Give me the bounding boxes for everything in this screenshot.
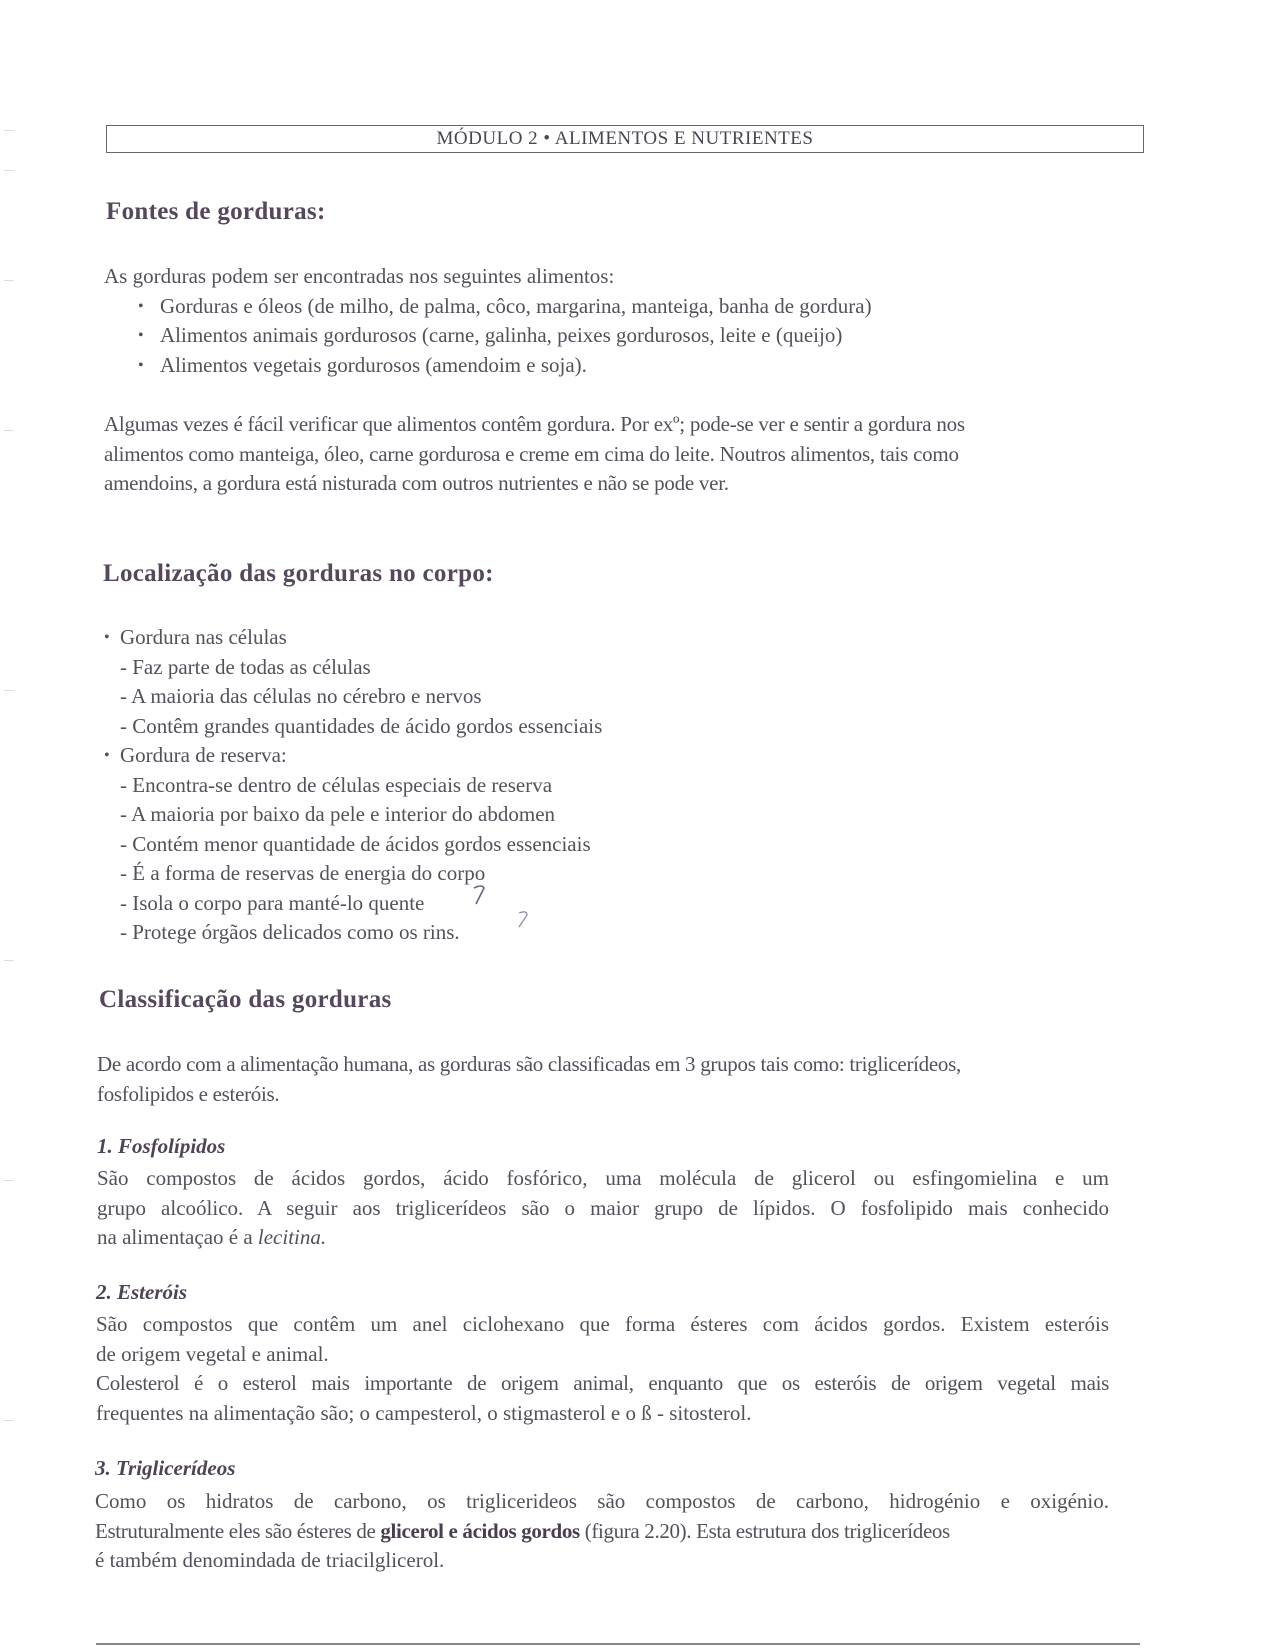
scan-mark bbox=[4, 1180, 14, 1181]
subheading-trigliceridos: 3. Triglicerídeos bbox=[95, 1456, 236, 1480]
list-item: - A maioria das células no cérebro e nervos bbox=[120, 684, 482, 708]
group-label-celulas: • Gordura nas células bbox=[98, 623, 602, 653]
section-heading-fontes: Fontes de gorduras: bbox=[106, 198, 326, 225]
paragraph-line: alimentos como manteiga, óleo, carne gordurosa e creme em cima do leite. Noutros alimentos, tais como bbox=[104, 441, 959, 466]
list-item: - Protege órgãos delicados como os rins. bbox=[120, 920, 460, 944]
scan-mark bbox=[4, 1420, 14, 1421]
paragraph-line: frequentes na alimentação são; o campesterol, o stigmasterol e o ß - sitosterol. bbox=[96, 1400, 752, 1425]
list-item: - A maioria por baixo da pele e interior do abdomen bbox=[120, 802, 556, 826]
subheading-fosfolipidos: 1. Fosfolípidos bbox=[97, 1134, 226, 1158]
list-item: • Alimentos animais gordurosos (carne, galinha, peixes gordurosos, leite e (queijo) bbox=[132, 321, 872, 351]
glicerol-term: glicerol e ácidos gordos bbox=[380, 1518, 580, 1543]
fosfolipidos-text bbox=[97, 1164, 1109, 1253]
section-heading-localizacao: Localização das gorduras no corpo: bbox=[103, 560, 494, 587]
paragraph-line: São compostos que contêm um anel ciclohexano que forma ésteres com ácidos gordos. Existem esteróis bbox=[96, 1312, 1109, 1336]
group-label-reserva: • Gordura de reserva: bbox=[98, 741, 602, 771]
localizacao-list bbox=[98, 623, 602, 948]
scan-mark bbox=[4, 130, 14, 131]
trigliceridos-text bbox=[95, 1487, 1109, 1576]
paragraph-line: Colesterol é o esterol mais importante de origem animal, enquanto que os esteróis de origem vegetal mais bbox=[96, 1371, 1109, 1395]
paragraph-line: fosfolipidos e esteróis. bbox=[97, 1081, 280, 1106]
paragraph-line bbox=[95, 1517, 1109, 1547]
text-span: na alimentaçao é a bbox=[97, 1225, 258, 1249]
fontes-list bbox=[104, 262, 872, 380]
text-span: Estruturalmente eles são ésteres de bbox=[95, 1518, 381, 1543]
paragraph-line: De acordo com a alimentação humana, as gorduras são classificadas em 3 grupos tais como: triglicerídeos, bbox=[97, 1052, 961, 1076]
list-item: - Isola o corpo para manté-lo quente bbox=[120, 890, 425, 915]
list-item: - Faz parte de todas as células bbox=[120, 654, 371, 679]
paragraph-line: amendoins, a gordura está nisturada com outros nutrientes e não se pode ver. bbox=[104, 471, 729, 495]
list-item: - Contêm grandes quantidades de ácido gordos essenciais bbox=[120, 713, 603, 738]
list-item: - É a forma de reservas de energia do corpo bbox=[120, 861, 486, 885]
fontes-paragraph bbox=[104, 410, 965, 499]
footer-rule bbox=[96, 1643, 1140, 1645]
fontes-intro: As gorduras podem ser encontradas nos seguintes alimentos: bbox=[104, 264, 615, 288]
subheading-esterois: 2. Esteróis bbox=[96, 1280, 188, 1304]
section-heading-classificacao: Classificação das gorduras bbox=[99, 986, 392, 1013]
list-item: • Alimentos vegetais gordurosos (amendoim e soja). bbox=[132, 351, 872, 381]
scan-mark bbox=[4, 430, 14, 431]
handwritten-check-mark bbox=[470, 880, 500, 910]
scan-mark bbox=[4, 170, 14, 171]
list-item: - Contém menor quantidade de ácidos gordos essenciais bbox=[120, 831, 591, 856]
paragraph-line: Como os hidratos de carbono, os triglicerideos são compostos de carbono, hidrogénio e oxigénio. bbox=[95, 1489, 1109, 1513]
paragraph-line: de origem vegetal e animal. bbox=[96, 1341, 329, 1366]
scan-mark bbox=[4, 960, 14, 961]
module-header: MÓDULO 2 • ALIMENTOS E NUTRIENTES bbox=[106, 125, 1144, 153]
list-item: • Gorduras e óleos (de milho, de palma, côco, margarina, manteiga, banha de gordura) bbox=[132, 292, 872, 322]
lecitina-term: lecitina. bbox=[257, 1225, 327, 1249]
classificacao-intro bbox=[97, 1050, 961, 1109]
esterois-text bbox=[96, 1310, 1109, 1428]
text-span: (figura 2.20). Esta estrutura dos triglicerídeos bbox=[579, 1518, 950, 1543]
list-item: - Encontra-se dentro de células especiais de reserva bbox=[120, 772, 553, 797]
paragraph-line: São compostos de ácidos gordos, ácido fosfórico, uma molécula de glicerol ou esfingomielina e um bbox=[97, 1166, 1109, 1190]
scan-mark bbox=[4, 280, 14, 281]
paragraph-line: é também denomindada de triacilglicerol. bbox=[95, 1548, 445, 1572]
handwritten-check-mark bbox=[515, 905, 545, 935]
paragraph-line bbox=[97, 1223, 1109, 1253]
scan-mark bbox=[4, 690, 14, 691]
paragraph-line: grupo alcoólico. A seguir aos triglicerídeos são o maior grupo de lípidos. O fosfolipido mais conhecido bbox=[97, 1195, 1109, 1220]
paragraph-line: Algumas vezes é fácil verificar que alimentos contêm gordura. Por exº; pode-se ver e sentir a gordura nos bbox=[104, 412, 965, 436]
